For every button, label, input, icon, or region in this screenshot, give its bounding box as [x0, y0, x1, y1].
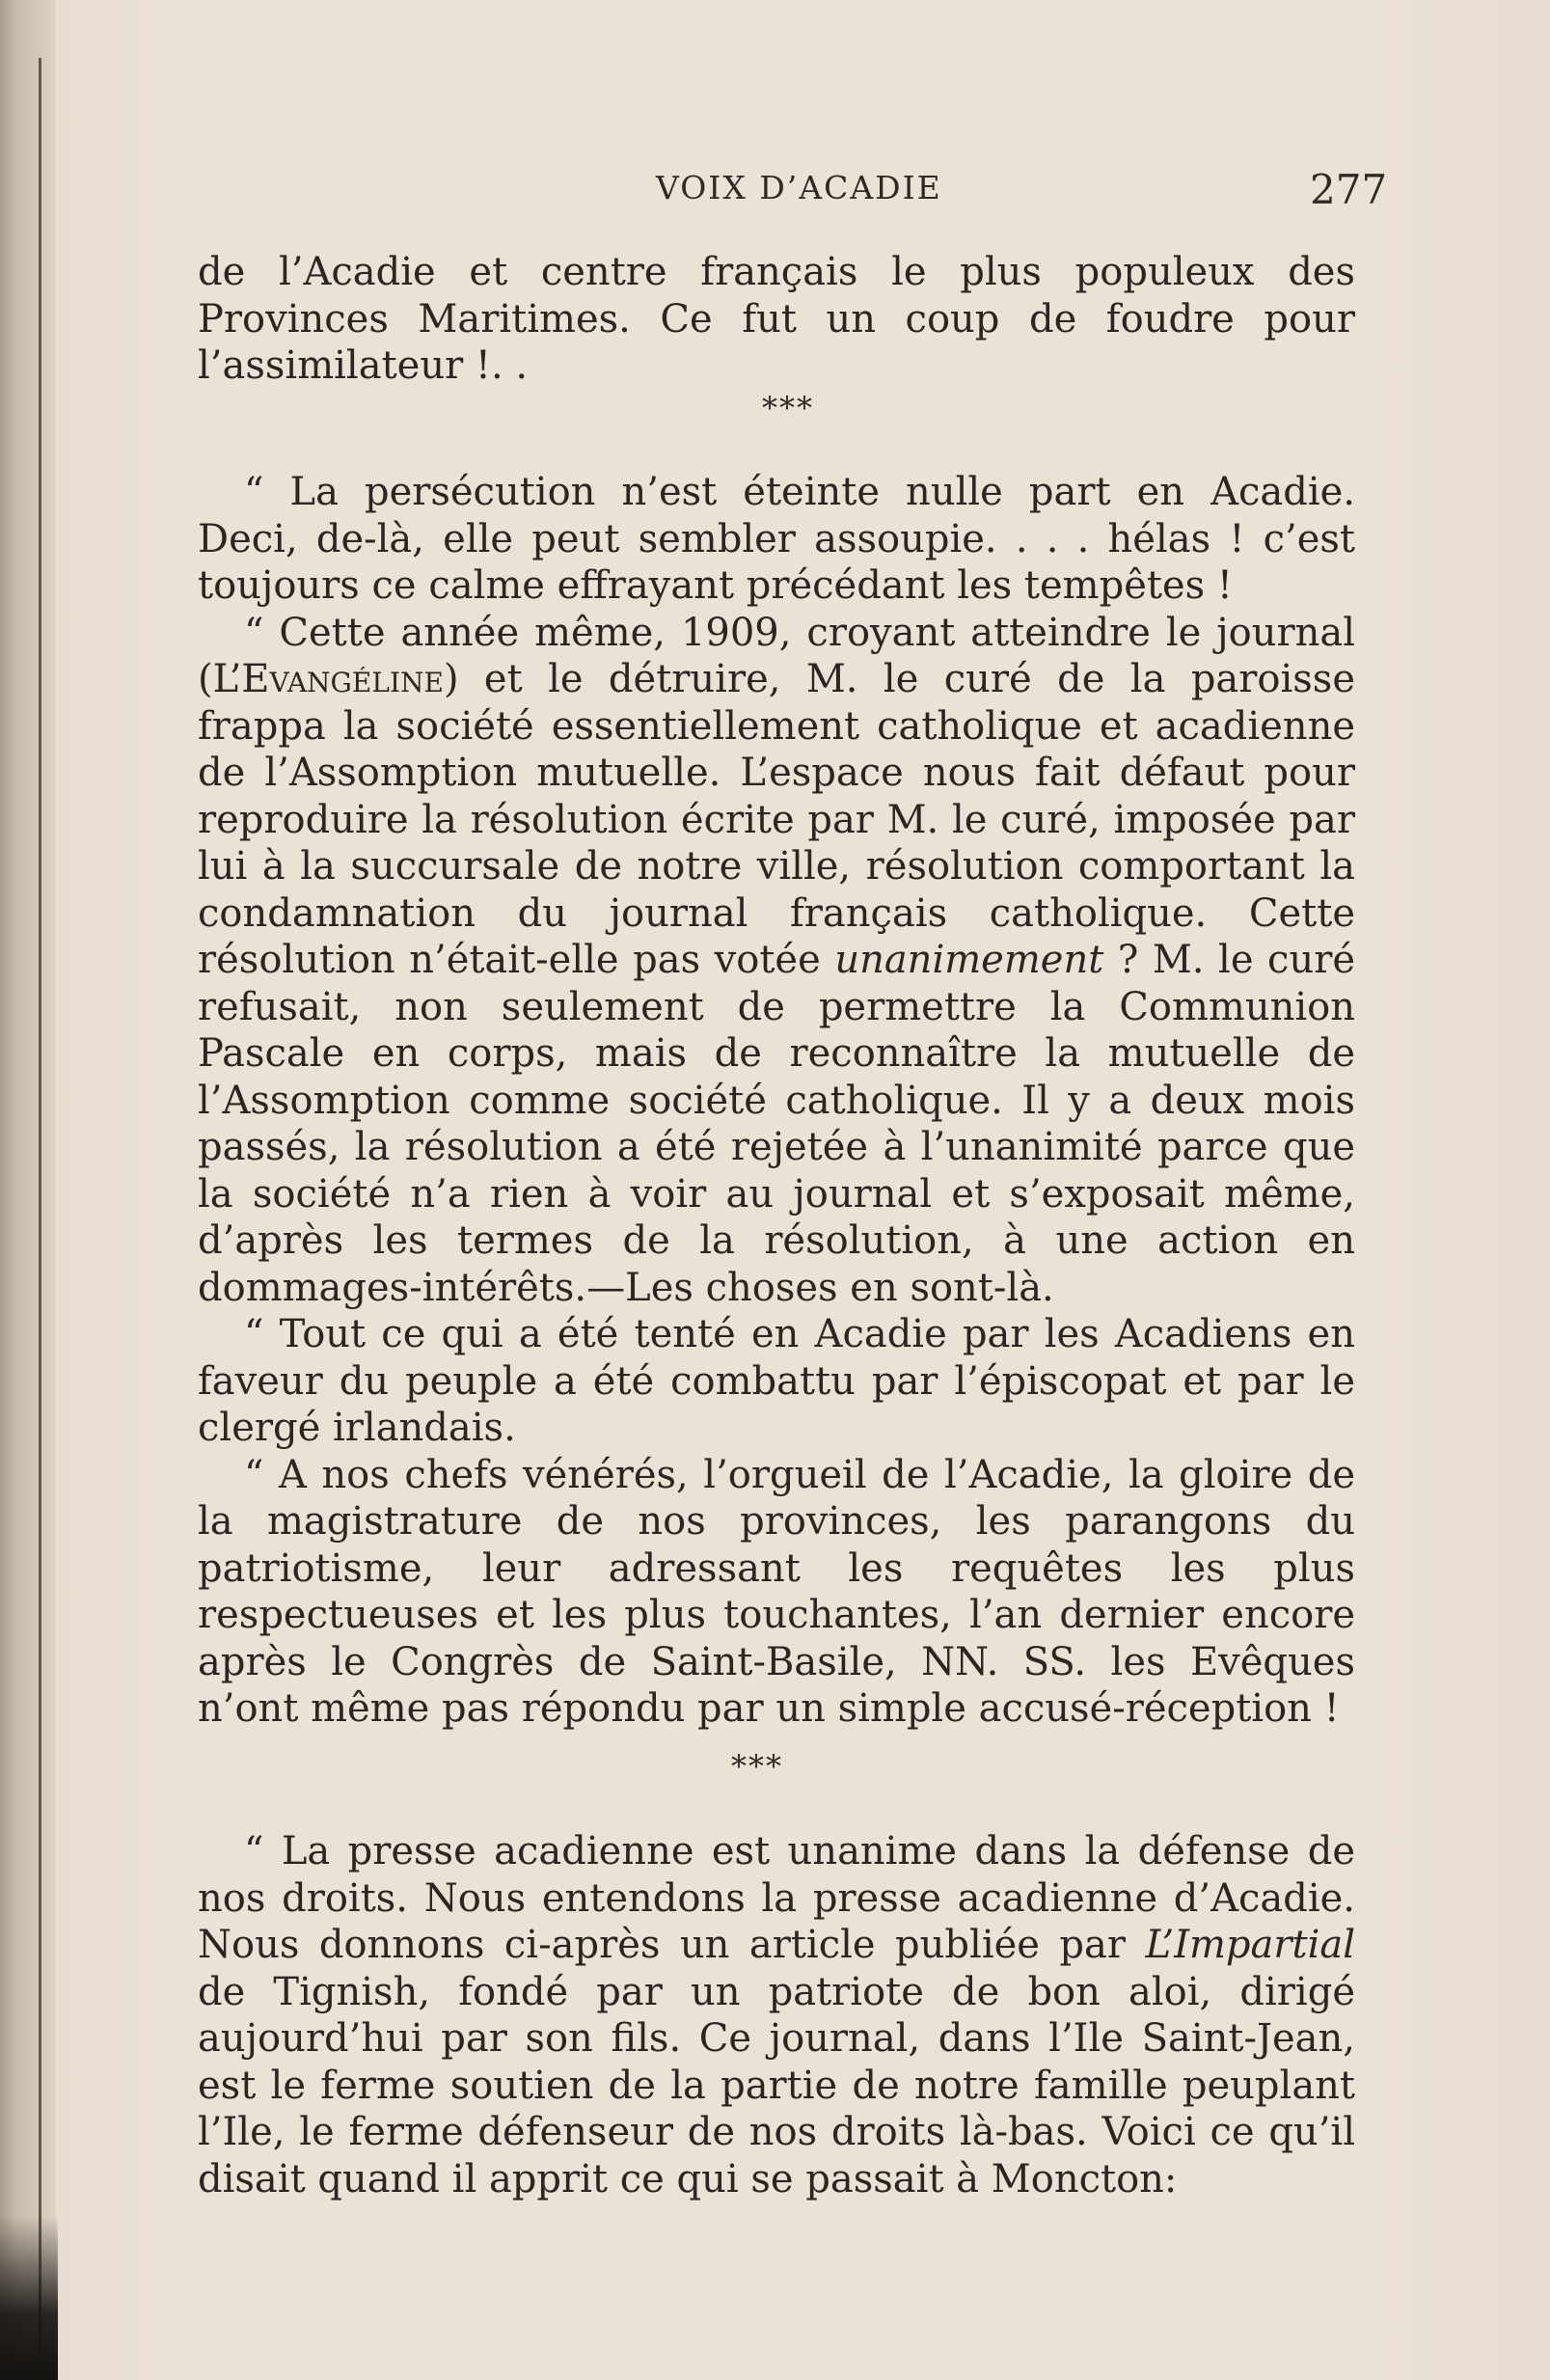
paragraph-6-start: “ La presse acadienne est unanime dans la défense de nos droits. Nous entendons la presse acadienne d’Acadie. Nous donnons ci-après un article publiée par — [198, 1829, 1355, 1967]
binding-rule — [39, 58, 41, 2354]
paragraph-1: de l’Acadie et centre français le plus populeux des Provinces Maritimes. Ce fut un coup de foudre pour l’assimilateur !. . — [198, 250, 1355, 388]
section-asterism-2: *** — [731, 1748, 783, 1785]
paragraph-4: “ Tout ce qui a été tenté en Acadie par les Acadiens en faveur du peuple a été combattu par l’épiscopat et par le clergé irlandais. — [198, 1312, 1355, 1450]
emphasis-unanimement: unanimement — [834, 938, 1104, 982]
newspaper-name-impartial: L’Impartial — [1145, 1923, 1355, 1967]
page-number: 277 — [1310, 166, 1388, 213]
quoted-section-2 — [198, 1828, 1355, 2202]
paragraph-6-end: de Tignish, fondé par un patriote de bon aloi, dirigé aujourd’hui par son fils. Ce journal, dans l’Ile Saint-Jean, est le ferme soutien de la partie de notre famille peuplant l’Ile, le ferme défenseur de nos droits là-bas. Voici ce qu’il disait quand il apprit ce qui se passait à Moncton: — [198, 1969, 1355, 2202]
section-asterism-1: *** — [762, 390, 814, 426]
quoted-section-1 — [198, 469, 1355, 1733]
paragraph-3-middle: ) et le détruire, M. le curé de la paroisse frappa la société essentiellement catholique et acadienne de l’Assomption mutuelle. L’espace nous fait défaut pour reproduire la résolution écrite par M. le curé, imposée par lui à la succursale de notre ville, résolution comportant la condamnation du journal français catholique. Cette résolution n’était-elle pas votée — [198, 657, 1355, 982]
newspaper-name-evangeline: L’Evangéline — [212, 657, 444, 701]
running-header: VOIX D’ACADIE — [656, 169, 942, 206]
paragraph-6 — [198, 1828, 1355, 2202]
paragraph-2: “ La persécution n’est éteinte nulle part en Acadie. Deci, de-là, elle peut sembler assoupie. . . . hélas ! c’est toujours ce calme effrayant précédant les tempêtes ! — [198, 470, 1355, 608]
paragraph-3-end: ? M. le curé refusait, non seulement de permettre la Communion Pascale en corps, mais de reconnaître la mutuelle de l’Assomption comme société catholique. Il y a deux mois passés, la résolution a été rejetée à l’unanimité parce que la société n’a rien à voir au journal et s’exposait même, d’après les termes de la résolution, à une action en dommages-intérêts.—Les choses en sont-là. — [198, 938, 1355, 1310]
paragraph-3 — [198, 610, 1355, 1312]
binding-edge — [0, 0, 56, 2380]
binding-shadow — [0, 2216, 58, 2380]
paragraph-3-start: “ Cette année même, 1909, croyant atteindre le journal ( — [198, 610, 1355, 701]
paragraph-5: “ A nos chefs vénérés, l’orgueil de l’Acadie, la gloire de la magistrature de nos provinces, les parangons du patriotisme, leur adressant les requêtes les plus respectueuses et les plus touchantes, l’an dernier encore après le Congrès de Saint-Basile, NN. SS. les Evêques n’ont même pas répondu par un simple accusé-réception ! — [198, 1452, 1355, 1731]
paragraph-continuation — [198, 249, 1355, 390]
